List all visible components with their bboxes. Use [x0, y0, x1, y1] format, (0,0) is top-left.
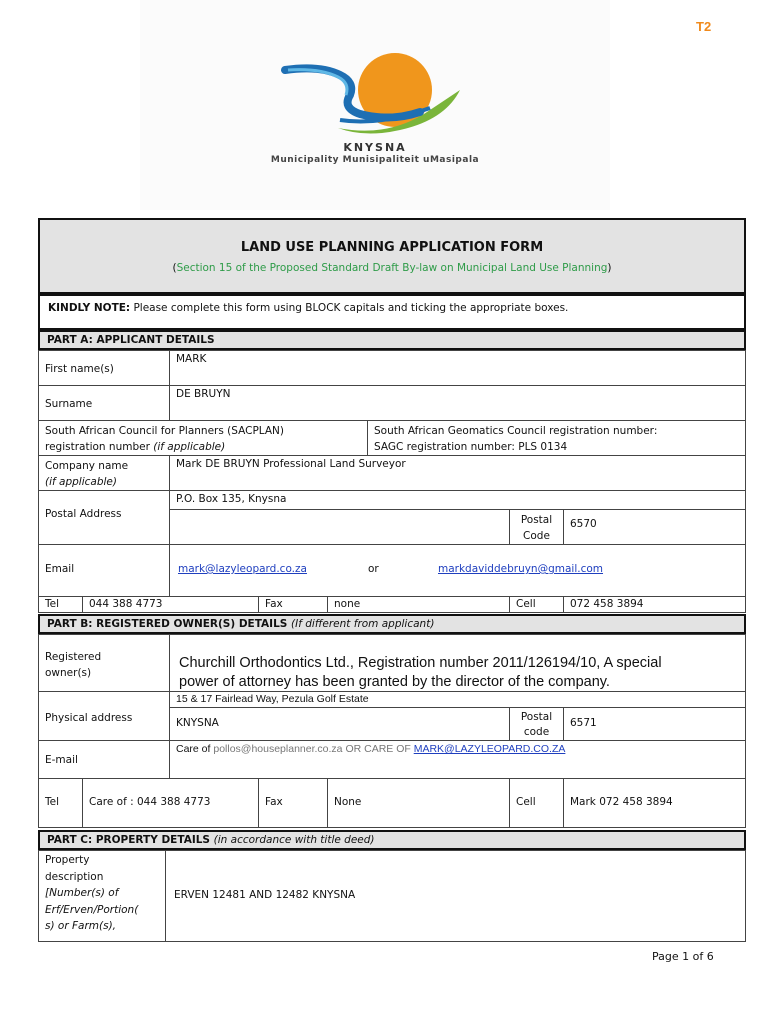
physical-address-label: Physical address — [38, 691, 170, 741]
first-name-label: First name(s) — [38, 350, 170, 386]
logo-name: KNYSNA — [343, 141, 407, 154]
owner-tel-field[interactable]: Care of : 044 388 4773 — [82, 778, 259, 828]
kindly-note: KINDLY NOTE: Please complete this form using BLOCK capitals and ticking the appropriate boxes. — [48, 302, 569, 314]
email-field[interactable] — [169, 544, 746, 597]
postal-code-field[interactable]: 6570 — [563, 509, 746, 545]
part-a-header: PART A: APPLICANT DETAILS — [38, 330, 746, 350]
registered-owner-field[interactable]: Churchill Orthodontics Ltd., Registration number 2011/126194/10, A special power of attorney has been granted by the director of the company. — [169, 634, 746, 692]
form-title: LAND USE PLANNING APPLICATION FORM — [240, 240, 544, 255]
postal-address-line1[interactable]: P.O. Box 135, Knysna — [169, 490, 746, 510]
postal-address-line2[interactable] — [169, 509, 510, 545]
form-title-box — [38, 218, 746, 294]
property-description-label: Property description [Number(s) of Erf/Erven/Portion( s) or Farm(s), — [38, 850, 166, 942]
physical-address-line1[interactable]: 15 & 17 Fairlead Way, Pezula Golf Estate — [169, 691, 746, 708]
part-c-header: PART C: PROPERTY DETAILS (in accordance with title deed) — [38, 830, 746, 850]
tel-field[interactable]: 044 388 4773 — [82, 596, 259, 613]
owner-email-label: E-mail — [38, 740, 170, 779]
first-name-field[interactable]: MARK — [169, 350, 746, 386]
company-field[interactable]: Mark DE BRUYN Professional Land Surveyor — [169, 455, 746, 491]
owner-fax-label: Fax — [258, 778, 328, 828]
kindly-note-box — [38, 294, 746, 330]
property-description-field[interactable]: ERVEN 12481 AND 12482 KNYSNA — [165, 850, 746, 942]
owner-cell-field[interactable]: Mark 072 458 3894 — [563, 778, 746, 828]
owner-tel-label: Tel — [38, 778, 83, 828]
physical-address-line2[interactable]: KNYSNA — [169, 707, 510, 741]
logo-emblem-icon — [280, 50, 480, 140]
part-b-header: PART B: REGISTERED OWNER(S) DETAILS (If different from applicant) — [38, 614, 746, 634]
registered-owner-label: Registered owner(s) — [38, 634, 170, 692]
postal-address-label: Postal Address — [38, 490, 170, 545]
owner-postal-code-field[interactable]: 6571 — [563, 707, 746, 741]
email-or: or — [368, 563, 379, 575]
surname-field[interactable]: DE BRUYN — [169, 385, 746, 421]
cell-field[interactable]: 072 458 3894 — [563, 596, 746, 613]
email-link-2[interactable]: markdaviddebruyn@gmail.com — [438, 563, 604, 575]
surname-label: Surname — [38, 385, 170, 421]
sacplan-cell: South African Council for Planners (SACPLAN) registration number (if applicable) — [38, 420, 368, 456]
form-code: T2 — [696, 19, 712, 34]
owner-email-field[interactable]: Care of pollos@houseplanner.co.za OR CARE OF MARK@LAZYLEOPARD.CO.ZA — [169, 740, 746, 779]
owner-fax-field[interactable]: None — [327, 778, 510, 828]
owner-postal-code-label: Postal code — [509, 707, 564, 741]
owner-email-link[interactable]: MARK@LAZYLEOPARD.CO.ZA — [413, 743, 566, 755]
municipality-logo — [140, 0, 610, 210]
form-subtitle: (Section 15 of the Proposed Standard Draft By-law on Municipal Land Use Planning) — [172, 262, 612, 274]
page-number: Page 1 of 6 — [652, 950, 714, 963]
postal-code-label: Postal Code — [509, 509, 564, 545]
tel-label: Tel — [38, 596, 83, 613]
sagc-cell[interactable]: South African Geomatics Council registration number: SAGC registration number: PLS 0134 — [367, 420, 746, 456]
owner-cell-label: Cell — [509, 778, 564, 828]
fax-label: Fax — [258, 596, 328, 613]
fax-field[interactable]: none — [327, 596, 510, 613]
company-label: Company name (if applicable) — [38, 455, 170, 491]
email-label: Email — [38, 544, 170, 597]
email-link-1[interactable]: mark@lazyleopard.co.za — [178, 563, 307, 575]
logo-subtitle: Municipality Munisipaliteit uMasipala — [270, 155, 480, 165]
cell-label: Cell — [509, 596, 564, 613]
